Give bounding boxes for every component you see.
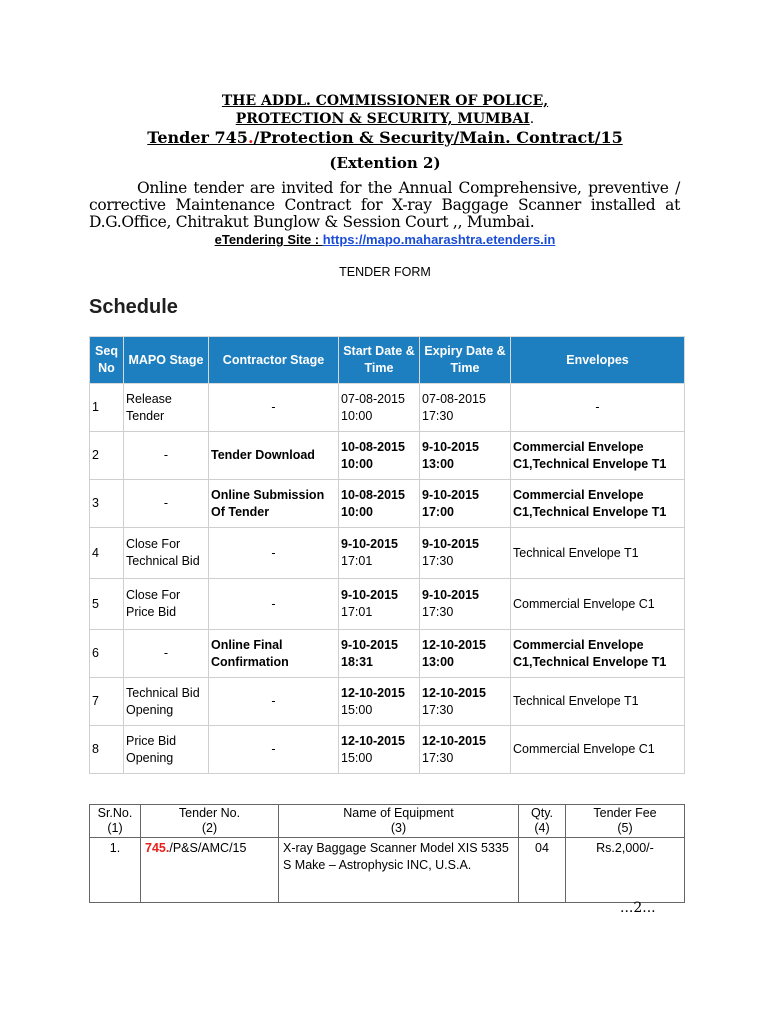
header-line2-suffix: . [529, 111, 535, 127]
start-time: 17:01 [341, 605, 373, 619]
expiry-date: 12-10-2015 [422, 733, 486, 748]
expiry-date: 9-10-2015 [422, 537, 479, 551]
expiry-cell [420, 432, 511, 480]
mapo-cell: Close For Technical Bid [124, 528, 209, 579]
contractor-cell: - [209, 528, 339, 579]
schedule-header-row [90, 337, 685, 384]
expiry-time: 17:30 [422, 554, 454, 568]
seq-cell: 1 [90, 384, 124, 432]
envelopes-cell: Commercial Envelope C1 [511, 579, 685, 630]
tender-title-dot: . [247, 128, 254, 147]
schedule-title: Schedule [89, 296, 178, 318]
seq-cell: 4 [90, 528, 124, 579]
header-num: (4) [534, 821, 550, 835]
seq-cell: 7 [90, 678, 124, 726]
contractor-cell: Online Submission Of Tender [209, 480, 339, 528]
fee-srno: 1. [90, 838, 141, 903]
expiry-time: 17:30 [422, 408, 454, 423]
contractor-cell: - [209, 726, 339, 774]
header-seq: Seq No [90, 337, 124, 384]
intro-text: Online tender are invited for the Annual Comprehensive, preventive / corrective Maintenance Contract for X-ray Baggage Scanner installed at D.G.Office, Chitrakut Bunglow & Session Court ,, Mumbai. [89, 179, 680, 231]
start-cell [339, 384, 420, 432]
tender-no-red: 745. [145, 841, 170, 855]
start-cell [339, 528, 420, 579]
expiry-date: 12-10-2015 [422, 685, 486, 700]
header-text: Tender Fee [593, 806, 657, 820]
header-num: (5) [617, 821, 633, 835]
start-date: 12-10-2015 [341, 733, 405, 748]
start-date: 10-08-2015 [341, 439, 405, 454]
mapo-cell: Release Tender [124, 384, 209, 432]
tender-no-rest: /P&S/AMC/15 [169, 841, 247, 855]
expiry-date: 9-10-2015 [422, 487, 479, 502]
expiry-cell [420, 726, 511, 774]
header-srno [90, 805, 141, 838]
mapo-cell: Price Bid Opening [124, 726, 209, 774]
fee-row [90, 838, 685, 903]
expiry-time: 13:00 [422, 654, 454, 669]
header-text: Sr.No. [97, 806, 133, 820]
site-link[interactable]: https://mapo.maharashtra.etenders.in [322, 232, 556, 247]
schedule-row [90, 480, 685, 528]
mapo-cell: - [124, 480, 209, 528]
mapo-cell: Close For Price Bid [124, 579, 209, 630]
extension-label: (Extention 2) [329, 154, 441, 172]
contractor-cell: - [209, 678, 339, 726]
fee-qty: 04 [519, 838, 566, 903]
envelopes-cell: Commercial Envelope C1,Technical Envelope T1 [511, 630, 685, 678]
start-cell [339, 630, 420, 678]
contractor-cell: - [209, 579, 339, 630]
start-cell [339, 432, 420, 480]
expiry-cell [420, 630, 511, 678]
header-text: Tender No. [178, 806, 241, 820]
header-fee [566, 805, 685, 838]
start-cell [339, 726, 420, 774]
schedule-row [90, 630, 685, 678]
expiry-cell [420, 678, 511, 726]
envelopes-cell: Technical Envelope T1 [511, 528, 685, 579]
header-tender-no [141, 805, 279, 838]
header-qty [519, 805, 566, 838]
envelopes-cell: Commercial Envelope C1,Technical Envelope T1 [511, 432, 685, 480]
header-contractor: Contractor Stage [209, 337, 339, 384]
fee-tender-no [141, 838, 279, 903]
expiry-date: 9-10-2015 [422, 588, 479, 602]
header-line2 [0, 111, 770, 127]
seq-cell: 2 [90, 432, 124, 480]
envelopes-cell: - [511, 384, 685, 432]
contractor-cell: Tender Download [209, 432, 339, 480]
expiry-date: 07-08-2015 [422, 391, 486, 406]
start-time: 10:00 [341, 408, 373, 423]
start-date: 10-08-2015 [341, 487, 405, 502]
header-expiry: Expiry Date & Time [420, 337, 511, 384]
schedule-row [90, 384, 685, 432]
header-num: (1) [107, 821, 123, 835]
header-num: (3) [390, 821, 407, 835]
fee-header-row [90, 805, 685, 838]
contractor-cell: - [209, 384, 339, 432]
seq-cell: 5 [90, 579, 124, 630]
tender-form-label: TENDER FORM [339, 265, 431, 279]
start-date: 9-10-2015 [341, 637, 398, 652]
expiry-cell [420, 480, 511, 528]
start-time: 15:00 [341, 702, 373, 717]
start-cell [339, 579, 420, 630]
mapo-cell: Technical Bid Opening [124, 678, 209, 726]
page-marker: ...2... [620, 900, 656, 916]
seq-cell: 6 [90, 630, 124, 678]
header-line2-text: PROTECTION & SECURITY, MUMBAI [235, 111, 530, 127]
tender-title [0, 128, 770, 147]
start-time: 17:01 [341, 554, 373, 568]
site-label: eTendering Site : [214, 232, 323, 247]
envelopes-cell: Commercial Envelope C1 [511, 726, 685, 774]
header-text: Qty. [531, 806, 553, 820]
tender-title-b: /Protection & Security/Main. Contract/15 [253, 128, 623, 147]
header-num: (2) [201, 821, 218, 835]
schedule-table [89, 336, 685, 774]
expiry-cell [420, 528, 511, 579]
expiry-date: 12-10-2015 [422, 637, 486, 652]
etendering-site [0, 232, 770, 247]
header-start: Start Date & Time [339, 337, 420, 384]
start-date: 9-10-2015 [341, 537, 398, 551]
tender-fee-table [89, 804, 685, 903]
start-time: 10:00 [341, 504, 373, 519]
start-time: 18:31 [341, 654, 373, 669]
header-equipment [279, 805, 519, 838]
schedule-row [90, 432, 685, 480]
expiry-time: 17:30 [422, 605, 454, 619]
schedule-row [90, 528, 685, 579]
header-line1: THE ADDL. COMMISSIONER OF POLICE, [221, 93, 549, 109]
expiry-cell [420, 384, 511, 432]
expiry-cell [420, 579, 511, 630]
envelopes-cell: Commercial Envelope C1,Technical Envelope T1 [511, 480, 685, 528]
schedule-row [90, 579, 685, 630]
expiry-time: 13:00 [422, 456, 454, 471]
expiry-time: 17:30 [422, 702, 454, 717]
tender-title-a: Tender 745 [147, 128, 248, 147]
schedule-row [90, 726, 685, 774]
start-date: 12-10-2015 [341, 685, 405, 700]
expiry-date: 9-10-2015 [422, 439, 479, 454]
start-cell [339, 678, 420, 726]
expiry-time: 17:00 [422, 504, 454, 519]
intro-paragraph [89, 180, 680, 231]
expiry-time: 17:30 [422, 750, 454, 765]
schedule-row [90, 678, 685, 726]
start-date: 9-10-2015 [341, 588, 398, 602]
envelopes-cell: Technical Envelope T1 [511, 678, 685, 726]
header-envelopes: Envelopes [511, 337, 685, 384]
start-date: 07-08-2015 [341, 391, 405, 406]
contractor-cell: Online Final Confirmation [209, 630, 339, 678]
header-mapo: MAPO Stage [124, 337, 209, 384]
start-time: 15:00 [341, 750, 373, 765]
mapo-cell: - [124, 630, 209, 678]
start-cell [339, 480, 420, 528]
seq-cell: 3 [90, 480, 124, 528]
header-text: Name of Equipment [343, 806, 454, 820]
mapo-cell: - [124, 432, 209, 480]
start-time: 10:00 [341, 456, 373, 471]
seq-cell: 8 [90, 726, 124, 774]
fee-amount: Rs.2,000/- [566, 838, 685, 903]
fee-equipment: X-ray Baggage Scanner Model XIS 5335 S Make – Astrophysic INC, U.S.A. [279, 838, 519, 903]
